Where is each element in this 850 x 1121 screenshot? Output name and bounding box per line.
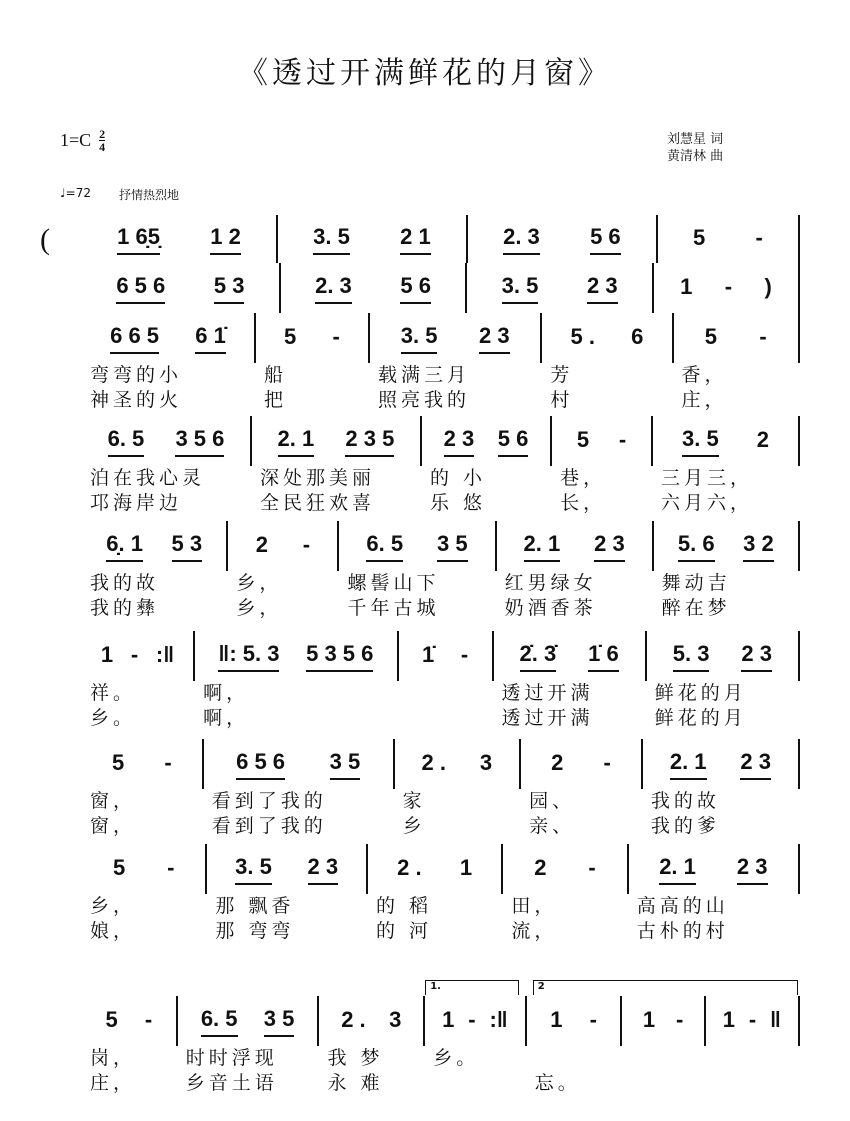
- measure: [706, 996, 800, 1106]
- lyric-verse-1: 乡。: [433, 1047, 480, 1069]
- note-group: 2 3 5: [345, 426, 394, 457]
- measure-notes: [647, 631, 800, 681]
- volta-bracket-1: 1.: [425, 980, 519, 995]
- note-group: 2 1: [400, 224, 431, 255]
- note-group: 2 3: [737, 854, 768, 885]
- score-system: [40, 844, 800, 974]
- lyric-verse-2: 醉在梦: [661, 597, 731, 619]
- lyric-verse-1: 舞动吉: [661, 572, 731, 594]
- lyric-verse-2: 村: [550, 389, 574, 411]
- note-group: ‖: [770, 1006, 781, 1032]
- lyric-verse-1: 田，: [511, 895, 558, 917]
- note-group: -: [724, 273, 733, 299]
- measure: [503, 844, 628, 974]
- note-group: 6: [631, 323, 644, 349]
- note-group: 2 3: [444, 426, 475, 457]
- measure: [339, 521, 496, 631]
- lyric-verse-1: 三月三，: [661, 467, 754, 489]
- note-group: 2. 1: [659, 854, 696, 885]
- note-group: 5: [576, 426, 590, 452]
- lyric-verse-1: 船: [263, 364, 287, 386]
- key-signature: [60, 128, 105, 153]
- lyric-verse-2: 忘。: [534, 1072, 581, 1094]
- note-group: 5 3: [214, 273, 245, 304]
- lyric-verse-1: 泊在我心灵: [90, 467, 206, 489]
- measure-notes: [82, 844, 207, 894]
- lyric-verse-1: 那 飘香: [215, 895, 295, 917]
- score-system: [40, 215, 800, 263]
- measure: [658, 215, 800, 263]
- measure: [468, 215, 658, 263]
- lyric-verse-2: 永 难: [327, 1072, 384, 1094]
- note-group: 3 5: [330, 749, 361, 780]
- measure: [521, 739, 643, 844]
- note-group: 5 3: [172, 531, 203, 562]
- note-group: -: [675, 1006, 684, 1032]
- measure: [281, 263, 468, 313]
- lyric-verse-2: 把: [263, 389, 287, 411]
- key-label: 1=C: [60, 130, 92, 150]
- note-group: 3. 5: [682, 426, 719, 457]
- note-group: 2. 3: [315, 273, 352, 304]
- note-group: 5. 6: [678, 531, 715, 562]
- note-group: 1 6̣5̣: [117, 224, 160, 255]
- lyric-verse-1: 巷，: [560, 467, 607, 489]
- measure-notes: [497, 521, 654, 571]
- measure-notes: [674, 313, 800, 363]
- lyric-verse-1: 深处那美丽: [259, 467, 375, 489]
- note-group: 5: [112, 749, 125, 775]
- measure-notes: [422, 416, 552, 466]
- measure: [494, 631, 647, 739]
- note-group: 2 .: [421, 749, 446, 775]
- lyric-verse-1: 螺髻山下: [347, 572, 440, 594]
- score-system: [40, 631, 800, 739]
- lyric-verse-2: 六月六，: [661, 492, 754, 514]
- system-prefix: [40, 631, 82, 739]
- system-prefix: [40, 739, 82, 844]
- measure: [82, 631, 195, 739]
- lyricist: 刘慧星 词: [667, 132, 724, 147]
- note-group: 5: [284, 323, 297, 349]
- note-group: -: [759, 323, 767, 349]
- measure: [82, 313, 256, 416]
- lyric-verse-1: 啊，: [203, 682, 250, 704]
- measure: [195, 631, 399, 739]
- measure-notes: [82, 215, 278, 263]
- lyric-verse-1: 的 小: [429, 467, 486, 489]
- measure-notes: [82, 996, 178, 1046]
- measure-notes: [82, 521, 228, 571]
- note-group: -: [130, 641, 139, 667]
- credits: [667, 131, 723, 165]
- lyric-verse-1: 岗，: [90, 1047, 137, 1069]
- lyric-verse-2: 全民狂欢喜: [259, 492, 375, 514]
- measure-notes: [654, 521, 800, 571]
- note-group: 3: [389, 1006, 402, 1032]
- note-group: 2. 1: [524, 531, 561, 562]
- measure-notes: [178, 996, 320, 1046]
- lyric-verse-2: 亲、: [529, 815, 576, 837]
- note-group: 5 6: [400, 273, 431, 304]
- measure-notes: [82, 631, 195, 681]
- measure: [467, 263, 654, 313]
- measure-notes: [256, 313, 370, 363]
- system-prefix: (: [40, 223, 50, 256]
- note-group: 2: [756, 426, 769, 452]
- note-group: 6̣. 1: [106, 531, 143, 562]
- measure: [647, 631, 800, 739]
- lyric-verse-2: 照亮我的: [377, 389, 470, 411]
- lyric-verse-1: 鲜花的月: [654, 682, 747, 704]
- measure-notes: [399, 631, 494, 681]
- score-system: [40, 981, 800, 1106]
- measure: [629, 844, 800, 974]
- lyric-verse-1: [399, 681, 494, 706]
- lyric-verse-1: [622, 1046, 705, 1071]
- measure-notes: [658, 215, 800, 263]
- lyric-verse-1: 我 梦: [327, 1047, 384, 1069]
- time-signature: [99, 128, 105, 153]
- system-prefix: [40, 844, 82, 974]
- measure-notes: [654, 263, 800, 313]
- system-prefix: [40, 416, 82, 521]
- song-title: 《透过开满鲜花的月窗》: [238, 56, 612, 91]
- note-group: 2. 1: [278, 426, 315, 457]
- note-group: 5: [692, 224, 706, 250]
- lyric-verse-2: 神圣的火: [90, 389, 183, 411]
- note-group: 2̇. 3̇: [520, 641, 557, 672]
- lyric-verse-1: 我的故: [90, 572, 160, 594]
- note-group: 6. 5: [201, 1006, 238, 1037]
- expression-marking: 抒情热烈地: [118, 188, 179, 202]
- lyric-verse-2: 看到了我的: [211, 815, 327, 837]
- note-group: 6 6 5: [110, 323, 159, 354]
- note-group: 5 6: [498, 426, 529, 457]
- note-group: -: [748, 1006, 757, 1032]
- time-signature-bottom: 4: [99, 140, 106, 154]
- note-group: 5 6: [590, 224, 621, 255]
- measure: [228, 521, 339, 631]
- measure: [368, 844, 503, 974]
- lyric-verse-1: 芳: [550, 364, 574, 386]
- lyric-verse-2: 庄，: [681, 389, 728, 411]
- note-group: -: [167, 854, 175, 880]
- measure: [319, 996, 425, 1106]
- note-group: :‖: [489, 1006, 508, 1032]
- note-group: 1: [442, 1006, 455, 1032]
- score-system: [40, 313, 800, 416]
- note-group: -: [589, 1006, 597, 1032]
- lyric-verse-2: 乡，: [236, 597, 283, 619]
- lyric-verse-1: [527, 1046, 623, 1071]
- lyric-verse-1: 透过开满: [501, 682, 594, 704]
- measure-notes: [622, 996, 705, 1046]
- measure-notes: [82, 263, 281, 313]
- lyric-verse-2: 透过开满: [501, 707, 594, 729]
- note-group: -: [144, 1006, 153, 1032]
- measure: [82, 521, 228, 631]
- note-group: ): [764, 273, 772, 299]
- lyric-verse-2: 乐 悠: [429, 492, 486, 514]
- measure-notes: [653, 416, 800, 466]
- measure: [643, 739, 800, 844]
- measure: [654, 263, 800, 313]
- measure-notes: [252, 416, 422, 466]
- measure: [82, 844, 207, 974]
- measure: [204, 739, 395, 844]
- lyric-verse-2: 乡: [402, 815, 426, 837]
- lyric-verse-1: 看到了我的: [211, 790, 327, 812]
- measure: [207, 844, 368, 974]
- note-group: 3 5: [437, 531, 468, 562]
- measure-notes: [527, 996, 623, 1046]
- lyric-verse-1: 我的故: [650, 790, 720, 812]
- measure: [674, 313, 800, 416]
- lyric-verse-2: 娘，: [90, 920, 137, 942]
- measure-notes: [494, 631, 647, 681]
- measure: [497, 521, 654, 631]
- lyric-verse-2: 乡。: [90, 707, 137, 729]
- note-group: 3 5: [264, 1006, 295, 1037]
- lyric-verse-2: [425, 1071, 527, 1096]
- lyric-verse-2: 鲜花的月: [654, 707, 747, 729]
- lyric-verse-2: [622, 1071, 705, 1096]
- measure-notes: [319, 996, 425, 1046]
- composer: 黄清林 曲: [667, 149, 724, 164]
- note-group: 6. 5: [366, 531, 403, 562]
- lyric-verse-2: 窗，: [90, 815, 137, 837]
- system-prefix: [40, 996, 82, 1106]
- note-group: 2 3: [479, 323, 510, 354]
- note-group: 6 5 6: [116, 273, 165, 304]
- lyric-verse-1: 时时浮现: [185, 1047, 278, 1069]
- note-group: 1: [722, 1006, 735, 1032]
- lyric-verse-2: 啊，: [203, 707, 250, 729]
- lyric-verse-2: 庄，: [90, 1072, 137, 1094]
- measure-notes: [368, 844, 503, 894]
- measure: [653, 416, 800, 521]
- measure-notes: [281, 263, 468, 313]
- lyric-verse-1: 祥。: [90, 682, 137, 704]
- note-group: -: [603, 749, 611, 775]
- measure: [395, 739, 522, 844]
- note-group: 3: [479, 749, 493, 775]
- lyric-verse-2: 我的彝: [90, 597, 160, 619]
- note-group: -: [755, 224, 763, 250]
- measure-notes: [503, 844, 628, 894]
- lyric-verse-1: 高高的山: [636, 895, 729, 917]
- note-group: 1: [642, 1006, 656, 1032]
- measure-notes: [195, 631, 399, 681]
- score-system: [40, 263, 800, 313]
- lyric-verse-1: 家: [402, 790, 426, 812]
- measure: [527, 996, 623, 1106]
- lyric-verse-2: 我的爹: [650, 815, 720, 837]
- note-group: 1̇ 6: [588, 641, 619, 672]
- measure-notes: [467, 263, 654, 313]
- measure: [82, 739, 204, 844]
- note-group: 2 .: [397, 854, 422, 880]
- note-group: 5: [704, 323, 717, 349]
- measure: [552, 416, 653, 521]
- note-group: 1: [100, 641, 114, 667]
- note-group: 1: [680, 273, 693, 299]
- measure-notes: [82, 313, 256, 363]
- note-group: 3. 5: [502, 273, 539, 304]
- measure: [252, 416, 422, 521]
- note-group: 5: [105, 1006, 118, 1032]
- note-group: 5 3 5 6: [306, 641, 373, 672]
- lyric-verse-1: 窗，: [90, 790, 137, 812]
- lyric-verse-2: 邛海岸边: [90, 492, 183, 514]
- measure-notes: [207, 844, 368, 894]
- measure: [370, 313, 542, 416]
- lyric-verse-1: 载满三月: [377, 364, 470, 386]
- note-group: 2 3: [587, 273, 618, 304]
- lyric-verse-1: 园、: [529, 790, 576, 812]
- score-system: [40, 416, 800, 521]
- lyric-verse-2: 千年古城: [347, 597, 440, 619]
- measure: [542, 313, 673, 416]
- note-group: 6 1̇: [195, 323, 226, 354]
- note-group: 2 .: [341, 1006, 366, 1032]
- lyric-verse-2: 古朴的村: [636, 920, 729, 942]
- system-prefix: [40, 263, 82, 313]
- measure-notes: [82, 739, 204, 789]
- measure-notes: [425, 996, 527, 1046]
- note-group: 2 3: [741, 641, 772, 672]
- lyric-verse-2: 的 河: [375, 920, 433, 942]
- system-prefix: [40, 313, 82, 416]
- measure-notes: [521, 739, 643, 789]
- note-group: 3. 5: [313, 224, 350, 255]
- measure-notes: [370, 313, 542, 363]
- lyric-verse-1: [706, 1046, 800, 1071]
- measure-notes: [643, 739, 800, 789]
- note-group: 5: [112, 854, 126, 880]
- lyric-verse-1: 红男绿女: [504, 572, 597, 594]
- measure: [422, 416, 552, 521]
- measure: [82, 416, 252, 521]
- measure: [82, 996, 178, 1106]
- measure-notes: [278, 215, 468, 263]
- measure: [425, 996, 527, 1106]
- note-group: 2: [255, 531, 268, 557]
- note-group: 3. 5: [401, 323, 438, 354]
- measure-notes: [395, 739, 522, 789]
- tempo-marking: [60, 186, 179, 203]
- note-group: ‖: 5. 3: [218, 641, 279, 672]
- note-group: -: [618, 426, 627, 452]
- lyric-verse-2: 长，: [560, 492, 607, 514]
- measure-notes: [542, 313, 673, 363]
- volta-bracket-2: 2: [533, 980, 798, 995]
- measure: [654, 521, 800, 631]
- lyric-verse-1: 乡，: [236, 572, 283, 594]
- measure: [178, 996, 320, 1106]
- lyric-verse-2: 那 弯弯: [215, 920, 295, 942]
- score-system: [40, 739, 800, 844]
- measure-notes: [629, 844, 800, 894]
- measure: [622, 996, 705, 1106]
- note-group: :‖: [155, 641, 175, 667]
- tempo-value: ♩=72: [60, 186, 91, 200]
- lyric-verse-1: 的 稻: [375, 895, 433, 917]
- note-group: 6 5 6: [236, 749, 285, 780]
- measure-notes: [468, 215, 658, 263]
- note-group: 2 3: [594, 531, 625, 562]
- system-prefix: [40, 521, 82, 631]
- note-group: -: [588, 854, 596, 880]
- lyric-verse-2: 流，: [511, 920, 558, 942]
- note-group: -: [468, 1006, 476, 1032]
- note-group: 2. 1: [670, 749, 707, 780]
- note-group: 1̇: [422, 641, 435, 667]
- lyric-verse-1: 弯弯的小: [90, 364, 183, 386]
- note-group: 1 2: [210, 224, 241, 255]
- measure-notes: [228, 521, 339, 571]
- note-group: 5 .: [570, 323, 595, 349]
- score-system: [40, 521, 800, 631]
- note-group: 5. 3: [673, 641, 710, 672]
- note-group: 3 5 6: [175, 426, 224, 457]
- score-systems: [40, 215, 800, 1106]
- note-group: 2: [534, 854, 547, 880]
- measure: [82, 263, 281, 313]
- time-signature-top: 2: [99, 127, 106, 141]
- measure-notes: [706, 996, 800, 1046]
- note-group: 3. 5: [235, 854, 272, 885]
- note-group: 1: [550, 1006, 563, 1032]
- measure-notes: [204, 739, 395, 789]
- note-group: -: [332, 323, 340, 349]
- measure-notes: [339, 521, 496, 571]
- note-group: -: [164, 749, 172, 775]
- note-group: 3 2: [743, 531, 774, 562]
- measure-notes: [552, 416, 653, 466]
- lyric-verse-1: 香，: [681, 364, 728, 386]
- note-group: 1: [459, 854, 473, 880]
- lyric-verse-2: 奶酒香茶: [504, 597, 597, 619]
- measure: [256, 313, 370, 416]
- note-group: 2 3: [740, 749, 771, 780]
- note-group: -: [302, 531, 311, 557]
- lyric-verse-2: 乡音土语: [185, 1072, 278, 1094]
- note-group: 2 3: [308, 854, 339, 885]
- lyric-verse-2: [399, 706, 494, 731]
- measure-notes: [82, 416, 252, 466]
- note-group: 2: [551, 749, 564, 775]
- lyric-verse-1: 乡，: [90, 895, 137, 917]
- lyric-verse-2: [706, 1071, 800, 1096]
- note-group: -: [460, 641, 469, 667]
- measure: [278, 215, 468, 263]
- note-group: 6. 5: [108, 426, 145, 457]
- measure: [82, 215, 278, 263]
- measure: [399, 631, 494, 739]
- note-group: 2. 3: [503, 224, 540, 255]
